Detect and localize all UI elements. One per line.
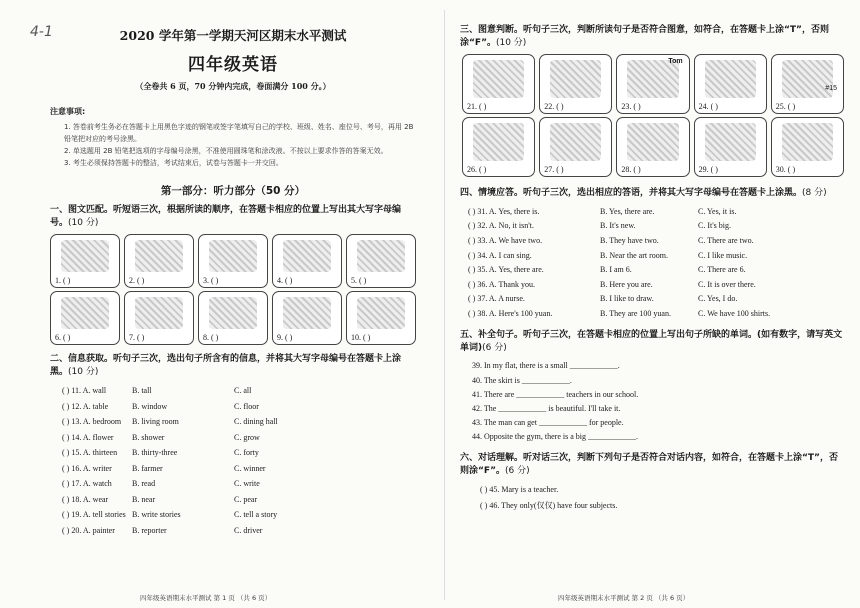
picture-label: #15 — [825, 85, 837, 92]
section-1-points: (10 分) — [68, 218, 99, 228]
question-option-a[interactable]: ( ) 11. A. wall — [62, 386, 107, 396]
skirt-icon — [705, 123, 756, 161]
section-3-points: (10 分) — [495, 38, 527, 48]
question-option-c[interactable]: C. all — [234, 386, 252, 396]
question-option-b[interactable]: B. It's new. — [600, 221, 636, 231]
illustration-icon — [135, 297, 183, 329]
question-option-b[interactable]: B. shower — [132, 432, 165, 442]
question-option-a[interactable]: ( ) 13. A. bedroom — [62, 417, 122, 427]
page-1-footer: 四年级英语期末水平测试 第 1 页 （共 6 页） — [140, 594, 272, 602]
picture-card — [50, 291, 120, 345]
question-option-c[interactable]: C. forty — [234, 448, 259, 458]
question-option-a[interactable]: ( ) 16. A. writer — [62, 463, 112, 473]
page-2-footer: 四年级英语期末水平测试 第 2 页 （共 6 页） — [558, 594, 690, 602]
question-option-a[interactable]: ( ) 14. A. flower — [62, 432, 114, 442]
question-option-a[interactable]: ( ) 34. A. I can sing. — [468, 250, 532, 260]
section-6-instructions: 六、对话理解。听对话三次，判断下列句子是否符合对话内容，如符合，在答题卡上涂“T”，否则涂“F”。 — [460, 452, 838, 476]
picture-card — [462, 117, 535, 177]
police-officer-icon — [550, 123, 601, 161]
picture-answer-slot[interactable]: 10. ( ) — [351, 333, 371, 342]
exam-subnote: （全卷共 6 页，70 分钟内完成，卷面满分 100 分。） — [135, 81, 331, 91]
section-4-questions — [460, 204, 846, 321]
question-row — [460, 277, 846, 292]
section-5-instructions: 五、补全句子。听句子三次，在答题卡相应的位置上写出句子所缺的单词。(如有数字，请写英文单词) — [460, 329, 843, 353]
question-option-a[interactable]: ( ) 18. A. wear — [62, 494, 109, 504]
section-5-points: (6 分) — [482, 342, 507, 353]
picture-answer-slot[interactable]: 26. ( ) — [467, 165, 487, 174]
question-option-c[interactable]: C. dining hall — [234, 417, 278, 427]
question-row — [50, 399, 416, 415]
picture-answer-slot[interactable]: 22. ( ) — [544, 102, 564, 111]
picture-card — [272, 234, 342, 288]
notice-heading: 注意事项: — [50, 107, 86, 116]
question-option-b[interactable]: B. near — [132, 494, 156, 504]
question-option-a[interactable]: ( ) 15. A. thirteen — [62, 448, 118, 458]
section-1-heading — [50, 204, 416, 230]
illustration-icon — [357, 240, 405, 272]
picture-card — [272, 291, 342, 345]
fill-blank-item[interactable]: 39. In my flat, there is a small ____________. — [472, 361, 620, 371]
notice-item: 2. 单选题用 2B 铅笔把选项的字母编号涂黑，不准使用圆珠笔和涂改液。不按以上要求作答的答案无效。 — [64, 147, 388, 155]
picture-answer-slot[interactable]: 8. ( ) — [203, 333, 219, 342]
picture-card — [124, 234, 194, 288]
picture-answer-slot[interactable]: 7. ( ) — [129, 333, 145, 342]
question-option-a[interactable]: ( ) 37. A. A nurse. — [468, 294, 525, 304]
section-2-instructions: 二、信息获取。听句子三次，选出句子所含有的信息，并将其大写字母编号在答题卡上涂黑。 — [50, 354, 402, 377]
question-option-a[interactable]: ( ) 38. A. Here's 100 yuan. — [468, 308, 553, 318]
illustration-icon — [135, 240, 183, 272]
picture-label: Tom — [668, 58, 683, 65]
question-option-a[interactable]: ( ) 36. A. Thank you. — [468, 279, 535, 289]
chair-icon — [473, 60, 524, 98]
question-row — [460, 204, 846, 219]
true-false-item[interactable]: ( ) 45. Mary is a teacher. — [480, 485, 559, 495]
illustration-icon — [209, 240, 257, 272]
teacher-icon — [782, 123, 833, 161]
section-4-heading — [460, 187, 846, 200]
question-option-a[interactable]: ( ) 19. A. tell stories — [62, 510, 126, 520]
question-option-b[interactable]: B. reporter — [132, 525, 167, 535]
question-row — [50, 383, 416, 399]
section-3-picture-grid — [460, 54, 846, 177]
fill-blank-item[interactable]: 43. The man can get ____________ for people. — [472, 418, 624, 428]
picture-card — [50, 234, 120, 288]
question-option-c[interactable]: C. Yes, I do. — [698, 294, 738, 304]
page-2 — [448, 0, 860, 608]
question-row — [50, 445, 416, 461]
question-option-c[interactable]: C. driver — [234, 525, 263, 535]
picture-answer-slot[interactable]: 29. ( ) — [698, 165, 718, 174]
section-6-heading — [460, 452, 846, 478]
picture-answer-slot[interactable]: 6. ( ) — [55, 333, 71, 342]
notice-item: 3. 考生必须保持答题卡的整洁，考试结束后，试卷与答题卡一并交回。 — [64, 159, 283, 167]
handwritten-mark: 4-1 — [30, 24, 53, 40]
section-6-questions — [460, 482, 846, 514]
question-row — [50, 414, 416, 430]
illustration-icon — [61, 240, 109, 272]
illustration-icon — [283, 240, 331, 272]
question-option-b[interactable]: B. thirty-three — [132, 448, 178, 458]
question-option-b[interactable]: B. I like to draw. — [600, 294, 654, 304]
picture-answer-slot[interactable]: 24. ( ) — [698, 102, 718, 111]
question-option-b[interactable]: B. Yes, there are. — [600, 206, 655, 216]
picture-answer-slot[interactable]: 25. ( ) — [775, 102, 796, 111]
section-3-heading — [460, 24, 846, 50]
picture-card — [462, 54, 535, 114]
section-6-points: (6 分) — [504, 465, 530, 476]
question-option-a[interactable]: ( ) 33. A. We have two. — [468, 235, 543, 245]
question-option-b[interactable]: B. Here you are. — [600, 279, 653, 289]
question-option-c[interactable]: C. It is over there. — [698, 279, 756, 289]
fill-blank-item[interactable]: 41. There are ____________ teachers in our school. — [472, 389, 639, 399]
section-3-instructions: 三、图意判断。听句子三次，判断所读句子是否符合图意，如符合，在答题卡上涂“T”，否则涂“F”。 — [460, 25, 829, 48]
notice-item: 1. 答卷前考生务必在答题卡上用黑色字迹的钢笔或签字笔填写自己的学校、班级、姓名、座位号、考号，再用 2B 铅笔把对应的考号涂黑。 — [64, 123, 414, 143]
question-option-c[interactable]: C. There are two. — [698, 235, 754, 245]
question-row — [50, 476, 416, 492]
question-option-a[interactable]: ( ) 35. A. Yes, there are. — [468, 265, 544, 275]
question-option-a[interactable]: ( ) 20. A. painter — [62, 525, 115, 535]
question-option-b[interactable]: B. read — [132, 479, 156, 489]
picture-answer-slot[interactable]: 27. ( ) — [544, 165, 564, 174]
picture-answer-slot[interactable]: 28. ( ) — [621, 165, 641, 174]
hat-icon — [782, 60, 833, 98]
picture-answer-slot[interactable]: 2. ( ) — [129, 276, 145, 285]
exam-subject: 四年级英语 — [188, 55, 278, 75]
true-false-item[interactable]: ( ) 46. They only(仅仅) have four subjects. — [480, 501, 618, 511]
illustration-icon — [357, 297, 405, 329]
section-2-points: (10 分) — [68, 367, 99, 377]
picture-answer-slot[interactable]: 1. ( ) — [55, 276, 71, 285]
building-icon — [627, 123, 678, 161]
question-option-b[interactable]: B. window — [132, 401, 168, 411]
question-option-b[interactable]: B. Near the art room. — [600, 250, 668, 260]
question-option-b[interactable]: B. living room — [132, 417, 179, 427]
picture-card — [539, 117, 612, 177]
picture-answer-slot[interactable]: 23. ( ) — [621, 102, 641, 111]
picture-answer-slot[interactable]: 9. ( ) — [277, 333, 293, 342]
picture-card — [616, 54, 689, 114]
picture-card — [539, 54, 612, 114]
picture-card — [616, 117, 689, 177]
section-4-points: (8 分) — [802, 188, 827, 198]
question-option-b[interactable]: B. tall — [132, 386, 152, 396]
question-row — [460, 306, 846, 321]
question-option-b[interactable]: B. They have two. — [600, 235, 659, 245]
question-row — [50, 523, 416, 539]
picture-card — [124, 291, 194, 345]
illustration-icon — [209, 297, 257, 329]
question-option-c[interactable]: C. I like music. — [698, 250, 748, 260]
question-option-c[interactable]: C. It's big. — [698, 221, 731, 231]
question-option-c[interactable]: C. We have 100 shirts. — [698, 308, 771, 318]
question-option-a[interactable]: ( ) 12. A. table — [62, 401, 109, 411]
question-option-b[interactable]: B. write stories — [132, 510, 181, 520]
picture-answer-slot[interactable]: 3. ( ) — [203, 276, 219, 285]
section-2-questions — [50, 383, 416, 538]
picture-card — [346, 234, 416, 288]
section-4-instructions: 四、情境应答。听句子三次，选出相应的答语，并将其大写字母编号在答题卡上涂黑。 — [460, 188, 803, 198]
picture-answer-slot[interactable]: 4. ( ) — [277, 276, 293, 285]
picture-card — [346, 291, 416, 345]
fill-blank-item[interactable]: 40. The skirt is ____________. — [472, 375, 572, 385]
section-5-questions — [460, 359, 846, 444]
question-row — [460, 219, 846, 234]
fill-blank-item[interactable]: 42. The ____________ is beautiful. I'll take it. — [472, 403, 621, 413]
question-option-c[interactable]: C. floor — [234, 401, 259, 411]
question-row — [50, 507, 416, 523]
musician-icon — [473, 123, 524, 161]
question-row — [50, 461, 416, 477]
question-row — [460, 233, 846, 248]
reading-icon — [705, 60, 756, 98]
question-option-c[interactable]: C. winner — [234, 463, 266, 473]
illustration-icon — [283, 297, 331, 329]
picture-card — [771, 117, 844, 177]
picture-card — [694, 54, 767, 114]
question-row — [460, 292, 846, 307]
question-option-b[interactable]: B. I am 6. — [600, 265, 632, 275]
question-option-c[interactable]: C. There are 6. — [698, 265, 746, 275]
page-divider — [444, 10, 445, 600]
question-option-a[interactable]: ( ) 31. A. Yes, there is. — [468, 206, 540, 216]
section-2-heading — [50, 353, 416, 379]
question-option-b[interactable]: B. They are 100 yuan. — [600, 308, 671, 318]
part-heading: 第一部分：听力部分（50 分） — [160, 185, 306, 197]
question-row — [50, 430, 416, 446]
question-option-a[interactable]: ( ) 17. A. watch — [62, 479, 112, 489]
question-option-b[interactable]: B. farmer — [132, 463, 163, 473]
picture-card — [198, 234, 268, 288]
question-option-c[interactable]: C. grow — [234, 432, 260, 442]
exam-title: 2020 学年第一学期天河区期末水平测试 — [119, 28, 347, 43]
question-option-c[interactable]: C. write — [234, 479, 260, 489]
picture-answer-slot[interactable]: 30. ( ) — [775, 165, 796, 174]
basketball-player-icon — [550, 60, 601, 98]
question-option-c[interactable]: C. tell a story — [234, 510, 278, 520]
fill-blank-item[interactable]: 44. Opposite the gym, there is a big ____________. — [472, 432, 638, 442]
question-row — [460, 248, 846, 263]
notice-list — [50, 121, 416, 169]
picture-card — [198, 291, 268, 345]
picture-card — [694, 117, 767, 177]
section-1-picture-grid — [50, 234, 416, 345]
picture-card — [771, 54, 844, 114]
section-1-instructions: 一、图文匹配。听短语三次，根据所读的顺序，在答题卡相应的位置上写出其大写字母编号。 — [50, 205, 402, 228]
picture-answer-slot[interactable]: 21. ( ) — [467, 102, 487, 111]
section-5-heading — [460, 329, 846, 355]
question-row — [460, 262, 846, 277]
question-row — [50, 492, 416, 508]
picture-answer-slot[interactable]: 5. ( ) — [351, 276, 367, 285]
question-option-c[interactable]: C. pear — [234, 494, 258, 504]
bedroom-icon — [627, 60, 678, 98]
illustration-icon — [61, 297, 109, 329]
question-option-c[interactable]: C. Yes, it is. — [698, 206, 737, 216]
question-option-a[interactable]: ( ) 32. A. No, it isn't. — [468, 221, 534, 231]
